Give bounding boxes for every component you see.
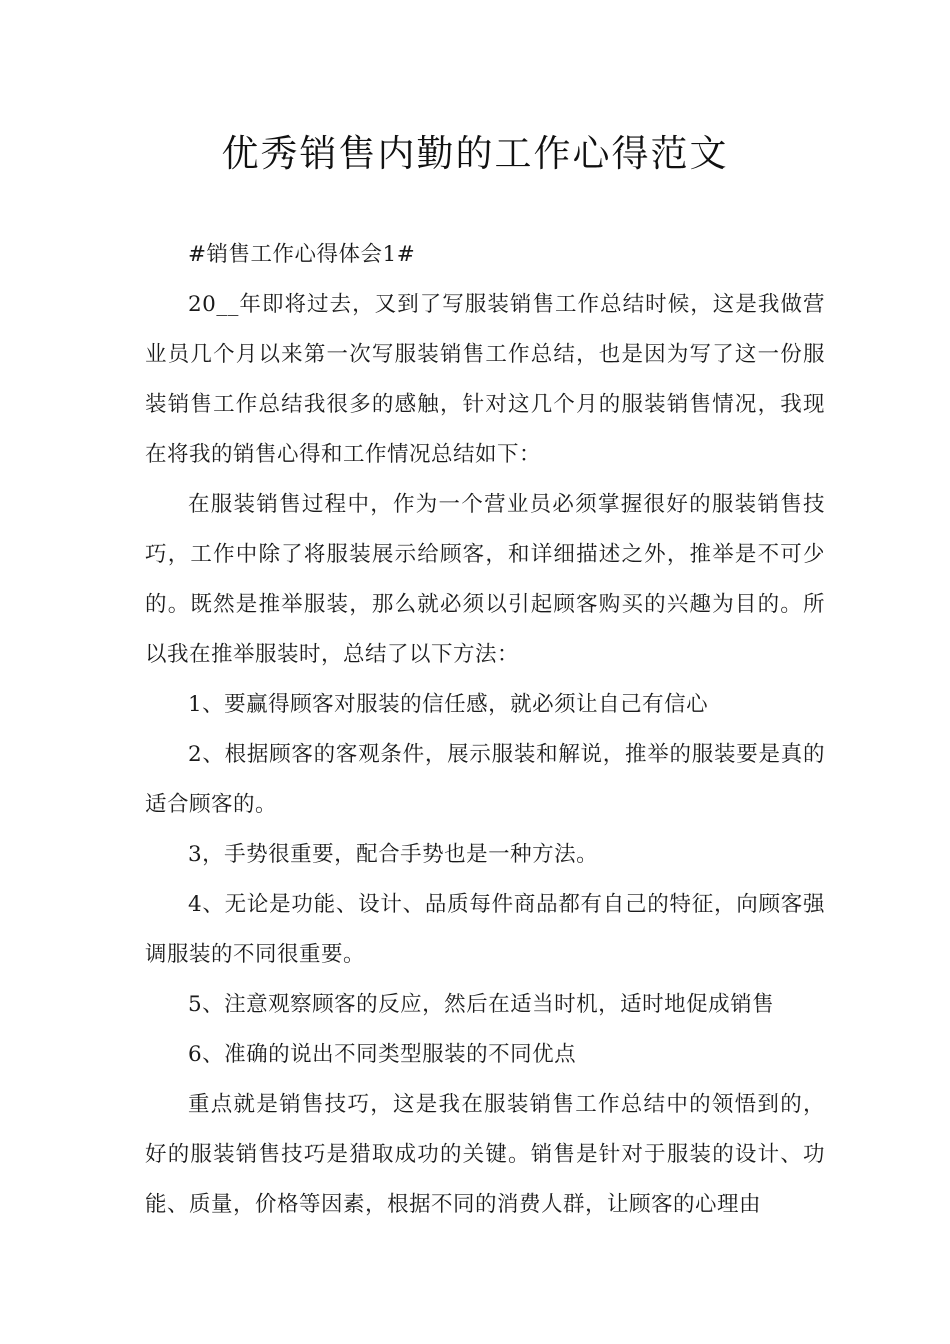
list-item-1: 1、要赢得顾客对服装的信任感，就必须让自己有信心 bbox=[188, 692, 709, 717]
paragraph-conclusion: 重点就是销售技巧，这是我在服装销售工作总结中的领悟到的，好的服装销售技巧是猎取成功的关键。销售是针对于服装的设计、功能、质量，价格等因素，根据不同的消费人群，让顾客的心理由 bbox=[145, 1092, 825, 1217]
list-item-5: 5、注意观察顾客的反应，然后在适当时机，适时地促成销售 bbox=[188, 992, 775, 1017]
document-title: 优秀销售内勤的工作心得范文 bbox=[221, 132, 729, 175]
list-item-2: 2、根据顾客的客观条件，展示服装和解说，推举的服装要是真的适合顾客的。 bbox=[145, 742, 825, 817]
document-body bbox=[145, 230, 825, 1230]
list-item-4: 4、无论是功能、设计、品质每件商品都有自己的特征，向顾客强调服装的不同很重要。 bbox=[145, 892, 825, 967]
paragraph-methods-intro: 在服装销售过程中，作为一个营业员必须掌握很好的服装销售技巧，工作中除了将服装展示给顾客，和详细描述之外，推举是不可少的。既然是推举服装，那么就必须以引起顾客购买的兴趣为目的。所以我在推举服装时，总结了以下方法： bbox=[145, 492, 825, 667]
section-heading: #销售工作心得体会1# bbox=[188, 242, 416, 267]
list-item-6: 6、准确的说出不同类型服装的不同优点 bbox=[188, 1042, 577, 1067]
list-item-3: 3，手势很重要，配合手势也是一种方法。 bbox=[188, 842, 599, 867]
paragraph-intro: 20__年即将过去，又到了写服装销售工作总结时候，这是我做营业员几个月以来第一次写服装销售工作总结，也是因为写了这一份服装销售工作总结我很多的感触，针对这几个月的服装销售情况，我现在将我的销售心得和工作情况总结如下： bbox=[145, 292, 825, 467]
